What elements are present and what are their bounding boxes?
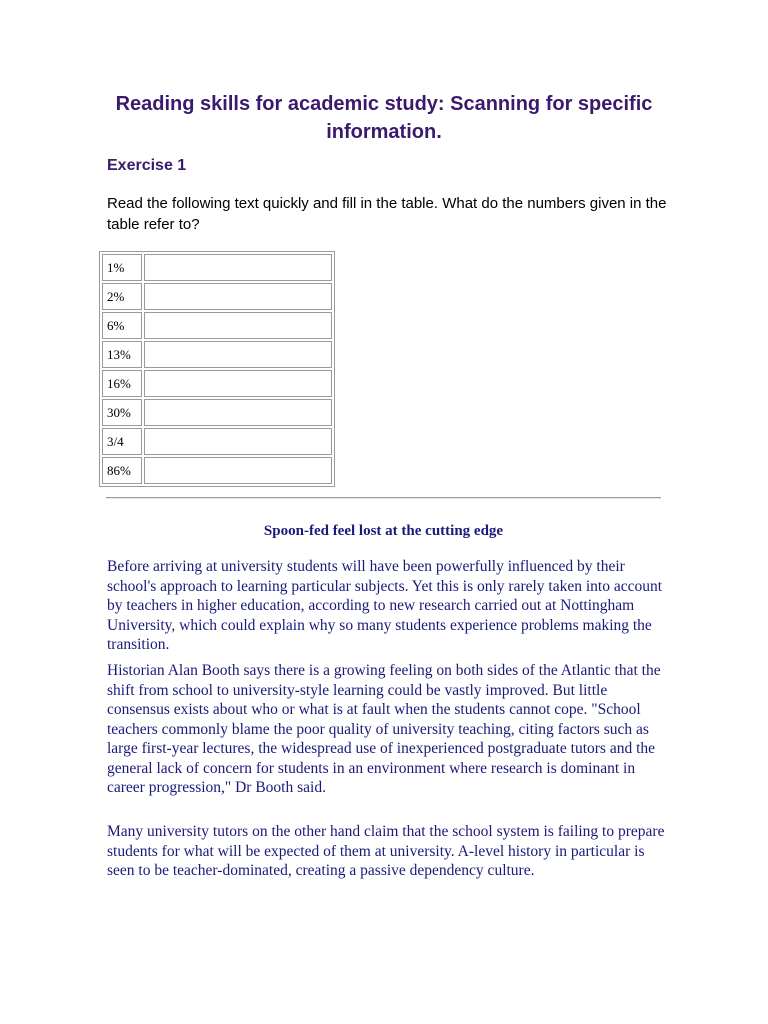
answer-cell[interactable] <box>144 254 332 281</box>
answer-cell[interactable] <box>144 428 332 455</box>
answer-cell[interactable] <box>144 312 332 339</box>
number-cell: 2% <box>102 283 142 310</box>
article-paragraph: Many university tutors on the other hand claim that the school system is failing to prepare students for what will be expected of them at university. A-level history in particular is seen to be teacher-dominated, creating a passive dependency culture. <box>107 823 665 879</box>
table-row <box>102 254 332 281</box>
answer-cell[interactable] <box>144 283 332 310</box>
answer-cell[interactable] <box>144 370 332 397</box>
number-cell: 86% <box>102 457 142 484</box>
horizontal-divider <box>106 497 661 499</box>
answer-cell[interactable] <box>144 457 332 484</box>
number-cell: 3/4 <box>102 428 142 455</box>
table-row <box>102 312 332 339</box>
article-paragraph: Before arriving at university students will have been powerfully influenced by their school's approach to learning particular subjects. Yet this is only rarely taken into account by teachers in higher education, according to new research carried out at Nottingham University, which could explain why so many students experience problems making the transition. <box>107 558 663 653</box>
number-cell: 6% <box>102 312 142 339</box>
exercise-heading: Exercise 1 <box>107 157 187 174</box>
table-row <box>102 457 332 484</box>
table-row <box>102 428 332 455</box>
instructions-text: Read the following text quickly and fill in the table. What do the numbers given in the table refer to? <box>107 195 667 233</box>
number-cell: 16% <box>102 370 142 397</box>
answer-table <box>99 251 335 487</box>
number-cell: 1% <box>102 254 142 281</box>
article-title: Spoon-fed feel lost at the cutting edge <box>263 523 504 539</box>
answer-cell[interactable] <box>144 341 332 368</box>
table-row <box>102 370 332 397</box>
answer-cell[interactable] <box>144 399 332 426</box>
number-cell: 30% <box>102 399 142 426</box>
page-title: Reading skills for academic study: Scanning for specific information. <box>115 93 653 143</box>
table-row <box>102 341 332 368</box>
number-cell: 13% <box>102 341 142 368</box>
table-row <box>102 399 332 426</box>
article-paragraph: Historian Alan Booth says there is a growing feeling on both sides of the Atlantic that the shift from school to university-style learning could be vastly improved. But little consensus exists about who or what is at fault when the students cannot cope. "School teachers commonly blame the poor quality of university teaching, citing factors such as large first-year lectures, the widespread use of inexperienced postgraduate tutors and the general lack of concern for students in an environment where research is dominant in career progression," Dr Booth said. <box>107 662 661 796</box>
table-row <box>102 283 332 310</box>
